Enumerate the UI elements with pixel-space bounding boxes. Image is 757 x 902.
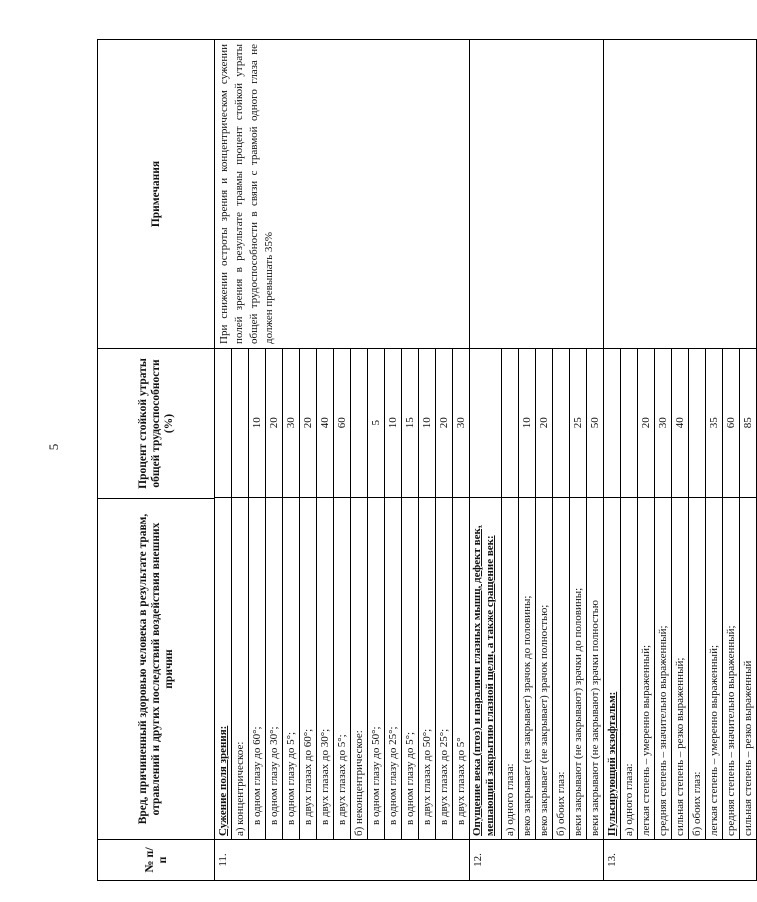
percent-value: 40 [672,348,689,498]
harm-description-text: сильная степень – резко выраженный; [673,657,686,836]
percent-value: 20 [536,348,553,498]
harm-description [283,498,300,839]
section-row [215,40,470,881]
table-row [215,348,232,839]
harm-description-text: в одном глазу до 25°; [386,726,399,825]
harm-description [706,498,723,839]
table-row [470,348,502,839]
document-table [97,40,754,881]
header-notes: Примечания [98,40,215,349]
section-number-text: 12. [472,853,484,867]
harm-description-text: веки закрывают (не закрывают) зрачки полностью [588,599,601,836]
header-number: № п/п [98,840,215,881]
harm-description [402,498,419,839]
page-number: 5 [46,443,61,451]
table-row [638,348,655,839]
percent-value: 20 [436,348,453,498]
percent-value: 15 [402,348,419,498]
percent-value: 30 [283,348,300,498]
table-row [232,348,249,839]
harm-description [453,498,470,839]
harm-description-text: Пульсирующий экзофтальм: [605,691,618,836]
table-row [249,348,266,839]
harm-description-text: веко закрывает (не закрывает) зрачок до половины; [520,595,533,836]
percent-value: 20 [638,348,655,498]
percent-value: 35 [706,348,723,498]
percent-value: 10 [419,348,436,498]
harm-description-text: в одном глазу до 30°; [267,726,280,825]
section-note [604,40,757,349]
percent-value [621,348,638,498]
table-row [368,348,385,839]
percent-value [604,348,621,498]
rotated-table-frame [97,40,754,881]
harm-description [470,498,502,839]
harm-description-text: в двух глазах до 60°; [301,728,314,825]
harm-description [621,498,638,839]
harm-description-text: б) обоих глаз: [690,771,703,836]
table-row [672,348,689,839]
table-row [502,348,519,839]
percent-value [689,348,706,498]
table-row [436,348,453,839]
percent-value: 30 [655,348,672,498]
percent-value [351,348,368,498]
table-row [587,348,604,839]
harm-description [570,498,587,839]
percent-value: 20 [300,348,317,498]
table-row [655,348,672,839]
harm-description-text: веко закрывает (не закрывает) зрачок полностью; [537,604,550,836]
harm-description [604,498,621,839]
percent-value: 10 [385,348,402,498]
section-number [470,840,604,881]
table-row [621,348,638,839]
percent-value [232,348,249,498]
harm-description [723,498,740,839]
harm-description-text: в двух глазах до 5°; [335,734,348,825]
harm-description [638,498,655,839]
percent-value [470,348,502,498]
harm-description-text: средняя степень – значительно выраженный; [724,625,737,836]
table-body [215,40,757,881]
harm-description-text: а) одного глаза: [622,763,635,836]
harm-description-text: легкая степень – умеренно выраженный; [707,644,720,836]
harm-description [215,498,232,839]
percent-value: 50 [587,348,604,498]
table-row [536,348,553,839]
harm-description [436,498,453,839]
header-percent: Процент стойкой утраты общей трудоспособности (%) [98,349,215,499]
harm-description-text: в двух глазах до 5° [454,737,467,825]
percent-value [215,348,232,498]
harm-description-text: веки закрывают (не закрывают) зрачки до половины; [571,587,584,836]
harm-description [587,498,604,839]
harm-description-text: в одном глазу до 5°; [403,731,416,825]
harm-description [672,498,689,839]
harm-description-text: в одном глазу до 50°; [369,726,382,825]
table-row [706,348,723,839]
harm-percent-table [97,39,757,881]
table-row [453,348,470,839]
table-row [519,348,536,839]
section-items-table [215,348,469,839]
harm-description [368,498,385,839]
harm-description-text: легкая степень – умеренно выраженный; [639,644,652,836]
harm-description-text: в одном глазу до 5°; [284,731,297,825]
section-items [604,349,757,840]
harm-description-text: в двух глазах до 30°; [318,728,331,825]
percent-value: 20 [266,348,283,498]
section-number-text: 11. [217,853,229,867]
harm-description-text: средняя степень – значительно выраженный; [656,625,669,836]
table-row [570,348,587,839]
table-row [317,348,334,839]
table-row [689,348,706,839]
percent-value: 30 [453,348,470,498]
harm-description [266,498,283,839]
table-row [300,348,317,839]
percent-value: 5 [368,348,385,498]
harm-description [689,498,706,839]
harm-description [351,498,368,839]
table-row [419,348,436,839]
harm-description [232,498,249,839]
percent-value: 25 [570,348,587,498]
harm-description-text: б) неконцентрическое: [352,730,365,836]
harm-description-text: в двух глазах до 50°; [420,728,433,825]
harm-description [419,498,436,839]
harm-description-text: в одном глазу до 60°; [250,726,263,825]
section-note [470,40,604,349]
table-header-row [98,40,215,881]
section-row [604,40,757,881]
table-row [604,348,621,839]
harm-description-text: б) обоих глаз: [554,771,567,836]
harm-description [317,498,334,839]
harm-description [536,498,553,839]
harm-description [385,498,402,839]
percent-value: 60 [334,348,351,498]
harm-description [300,498,317,839]
section-items-table [470,348,603,839]
header-harm: Вред, причиненный здоровью человека в результате травм, отравлений и других последствий воздействия внешних причин [98,499,215,840]
percent-value: 10 [519,348,536,498]
percent-value: 10 [249,348,266,498]
section-items-table [604,348,756,839]
section-row [470,40,604,881]
harm-description [655,498,672,839]
table-row [266,348,283,839]
table-row [402,348,419,839]
harm-description [740,498,757,839]
percent-value: 85 [740,348,757,498]
harm-description-text: а) одного глаза: [503,763,516,836]
harm-description [502,498,519,839]
harm-description-text: в двух глазах до 25°; [437,728,450,825]
table-row [283,348,300,839]
harm-description [334,498,351,839]
percent-value: 40 [317,348,334,498]
harm-description [553,498,570,839]
harm-description-text: сильная степень – резко выраженный [741,660,754,836]
harm-description-text: а) концентрическое: [233,741,246,836]
harm-description-text: Опущение века (птоз) и параличи глазных мышц, дефект век, мешающий закрытию глазной щели, а также сращение век: [471,525,496,836]
section-number [604,840,757,881]
table-row [553,348,570,839]
section-items [470,349,604,840]
section-number-text: 13. [606,853,618,867]
percent-value [502,348,519,498]
section-note: При снижении остроты зрения и концентрическом сужении полей зрения в результате травмы процент стойкой утраты общей трудоспособности в связи с травмой одного глаза не должен превышать 35% [215,40,470,349]
harm-description [519,498,536,839]
table-row [351,348,368,839]
table-row [723,348,740,839]
percent-value [553,348,570,498]
percent-value: 60 [723,348,740,498]
table-row [385,348,402,839]
harm-description-text: Сужение поля зрения: [216,725,229,836]
section-items [215,349,470,840]
harm-description [249,498,266,839]
table-row [334,348,351,839]
section-number [215,840,470,881]
table-row [740,348,757,839]
